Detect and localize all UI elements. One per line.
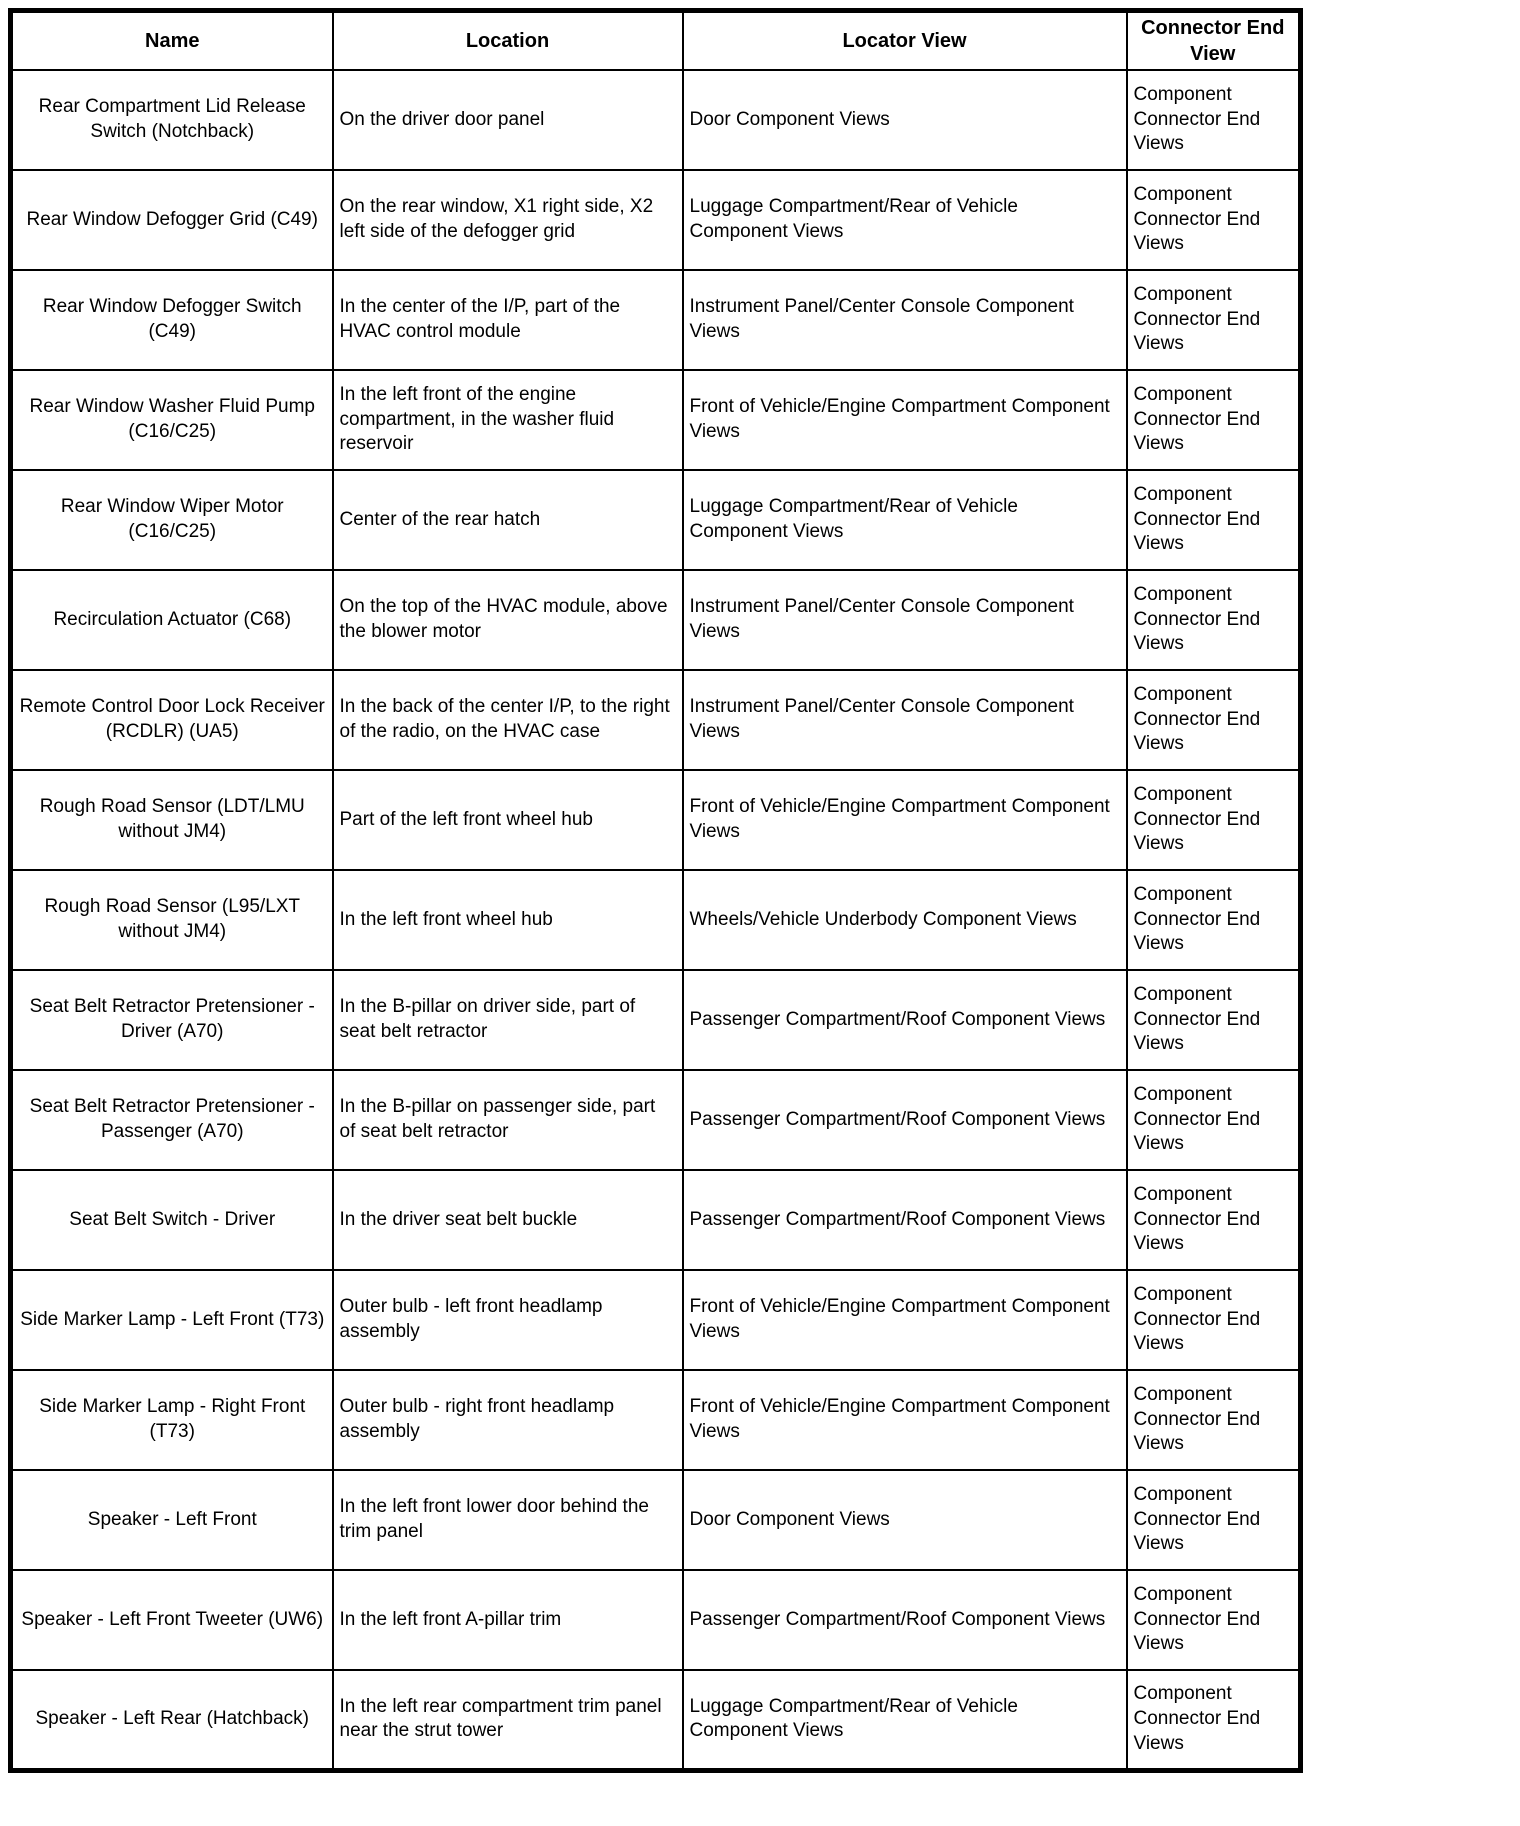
cell-connector-end-view: Component Connector End Views	[1127, 570, 1301, 670]
cell-location: Outer bulb - right front headlamp assembly	[333, 1370, 683, 1470]
cell-locator-view: Front of Vehicle/Engine Compartment Component Views	[683, 1270, 1127, 1370]
cell-locator-view: Passenger Compartment/Roof Component Views	[683, 970, 1127, 1070]
header-row	[11, 11, 1301, 71]
cell-locator-view: Passenger Compartment/Roof Component Views	[683, 1070, 1127, 1170]
cell-connector-end-view: Component Connector End Views	[1127, 870, 1301, 970]
cell-name: Side Marker Lamp - Right Front (T73)	[11, 1370, 333, 1470]
cell-locator-view: Front of Vehicle/Engine Compartment Component Views	[683, 370, 1127, 470]
cell-location: In the back of the center I/P, to the right of the radio, on the HVAC case	[333, 670, 683, 770]
cell-locator-view: Passenger Compartment/Roof Component Views	[683, 1170, 1127, 1270]
table-row	[11, 970, 1301, 1070]
cell-locator-view: Luggage Compartment/Rear of Vehicle Component Views	[683, 470, 1127, 570]
table-row	[11, 1270, 1301, 1370]
table-row	[11, 1170, 1301, 1270]
cell-locator-view: Wheels/Vehicle Underbody Component Views	[683, 870, 1127, 970]
cell-connector-end-view: Component Connector End Views	[1127, 1570, 1301, 1670]
cell-locator-view: Front of Vehicle/Engine Compartment Component Views	[683, 1370, 1127, 1470]
cell-locator-view: Instrument Panel/Center Console Component Views	[683, 270, 1127, 370]
cell-locator-view: Instrument Panel/Center Console Component Views	[683, 570, 1127, 670]
cell-locator-view: Door Component Views	[683, 70, 1127, 170]
table-row	[11, 1370, 1301, 1470]
component-locator-table	[8, 8, 1303, 1773]
cell-name: Rear Window Defogger Grid (C49)	[11, 170, 333, 270]
table-row	[11, 1070, 1301, 1170]
cell-connector-end-view: Component Connector End Views	[1127, 970, 1301, 1070]
cell-location: In the left rear compartment trim panel near the strut tower	[333, 1670, 683, 1770]
cell-name: Rear Compartment Lid Release Switch (Notchback)	[11, 70, 333, 170]
cell-location: In the driver seat belt buckle	[333, 1170, 683, 1270]
table-row	[11, 870, 1301, 970]
cell-name: Side Marker Lamp - Left Front (T73)	[11, 1270, 333, 1370]
cell-location: In the left front of the engine compartment, in the washer fluid reservoir	[333, 370, 683, 470]
cell-name: Speaker - Left Rear (Hatchback)	[11, 1670, 333, 1770]
cell-location: Center of the rear hatch	[333, 470, 683, 570]
cell-name: Rear Window Wiper Motor (C16/C25)	[11, 470, 333, 570]
cell-connector-end-view: Component Connector End Views	[1127, 1170, 1301, 1270]
table-row	[11, 770, 1301, 870]
cell-location: On the rear window, X1 right side, X2 left side of the defogger grid	[333, 170, 683, 270]
cell-location: In the left front wheel hub	[333, 870, 683, 970]
cell-locator-view: Luggage Compartment/Rear of Vehicle Component Views	[683, 1670, 1127, 1770]
cell-name: Remote Control Door Lock Receiver (RCDLR) (UA5)	[11, 670, 333, 770]
column-header-location: Location	[333, 11, 683, 71]
cell-connector-end-view: Component Connector End Views	[1127, 1070, 1301, 1170]
cell-location: In the left front lower door behind the trim panel	[333, 1470, 683, 1570]
cell-connector-end-view: Component Connector End Views	[1127, 1670, 1301, 1770]
table-row	[11, 270, 1301, 370]
cell-connector-end-view: Component Connector End Views	[1127, 470, 1301, 570]
column-header-locator-view: Locator View	[683, 11, 1127, 71]
cell-connector-end-view: Component Connector End Views	[1127, 370, 1301, 470]
cell-name: Rear Window Washer Fluid Pump (C16/C25)	[11, 370, 333, 470]
cell-connector-end-view: Component Connector End Views	[1127, 770, 1301, 870]
cell-name: Rough Road Sensor (L95/LXT without JM4)	[11, 870, 333, 970]
cell-location: On the driver door panel	[333, 70, 683, 170]
table-row	[11, 1670, 1301, 1770]
cell-connector-end-view: Component Connector End Views	[1127, 270, 1301, 370]
cell-location: In the left front A-pillar trim	[333, 1570, 683, 1670]
cell-connector-end-view: Component Connector End Views	[1127, 1470, 1301, 1570]
table-row	[11, 470, 1301, 570]
cell-name: Rear Window Defogger Switch (C49)	[11, 270, 333, 370]
cell-locator-view: Door Component Views	[683, 1470, 1127, 1570]
cell-connector-end-view: Component Connector End Views	[1127, 670, 1301, 770]
cell-name: Recirculation Actuator (C68)	[11, 570, 333, 670]
cell-locator-view: Passenger Compartment/Roof Component Views	[683, 1570, 1127, 1670]
cell-location: Outer bulb - left front headlamp assembly	[333, 1270, 683, 1370]
cell-connector-end-view: Component Connector End Views	[1127, 70, 1301, 170]
cell-location: In the B-pillar on driver side, part of seat belt retractor	[333, 970, 683, 1070]
table-row	[11, 670, 1301, 770]
cell-locator-view: Instrument Panel/Center Console Component Views	[683, 670, 1127, 770]
table-row	[11, 1570, 1301, 1670]
table-row	[11, 1470, 1301, 1570]
column-header-name: Name	[11, 11, 333, 71]
cell-name: Seat Belt Retractor Pretensioner - Passenger (A70)	[11, 1070, 333, 1170]
table-row	[11, 570, 1301, 670]
cell-connector-end-view: Component Connector End Views	[1127, 170, 1301, 270]
cell-connector-end-view: Component Connector End Views	[1127, 1270, 1301, 1370]
table-row	[11, 370, 1301, 470]
cell-name: Speaker - Left Front Tweeter (UW6)	[11, 1570, 333, 1670]
cell-location: Part of the left front wheel hub	[333, 770, 683, 870]
cell-name: Rough Road Sensor (LDT/LMU without JM4)	[11, 770, 333, 870]
cell-location: In the center of the I/P, part of the HVAC control module	[333, 270, 683, 370]
cell-location: On the top of the HVAC module, above the blower motor	[333, 570, 683, 670]
table-row	[11, 70, 1301, 170]
cell-locator-view: Luggage Compartment/Rear of Vehicle Component Views	[683, 170, 1127, 270]
column-header-connector-end-view: Connector End View	[1127, 11, 1301, 71]
cell-connector-end-view: Component Connector End Views	[1127, 1370, 1301, 1470]
cell-name: Seat Belt Retractor Pretensioner - Driver (A70)	[11, 970, 333, 1070]
cell-locator-view: Front of Vehicle/Engine Compartment Component Views	[683, 770, 1127, 870]
cell-location: In the B-pillar on passenger side, part of seat belt retractor	[333, 1070, 683, 1170]
cell-name: Seat Belt Switch - Driver	[11, 1170, 333, 1270]
table-row	[11, 170, 1301, 270]
cell-name: Speaker - Left Front	[11, 1470, 333, 1570]
